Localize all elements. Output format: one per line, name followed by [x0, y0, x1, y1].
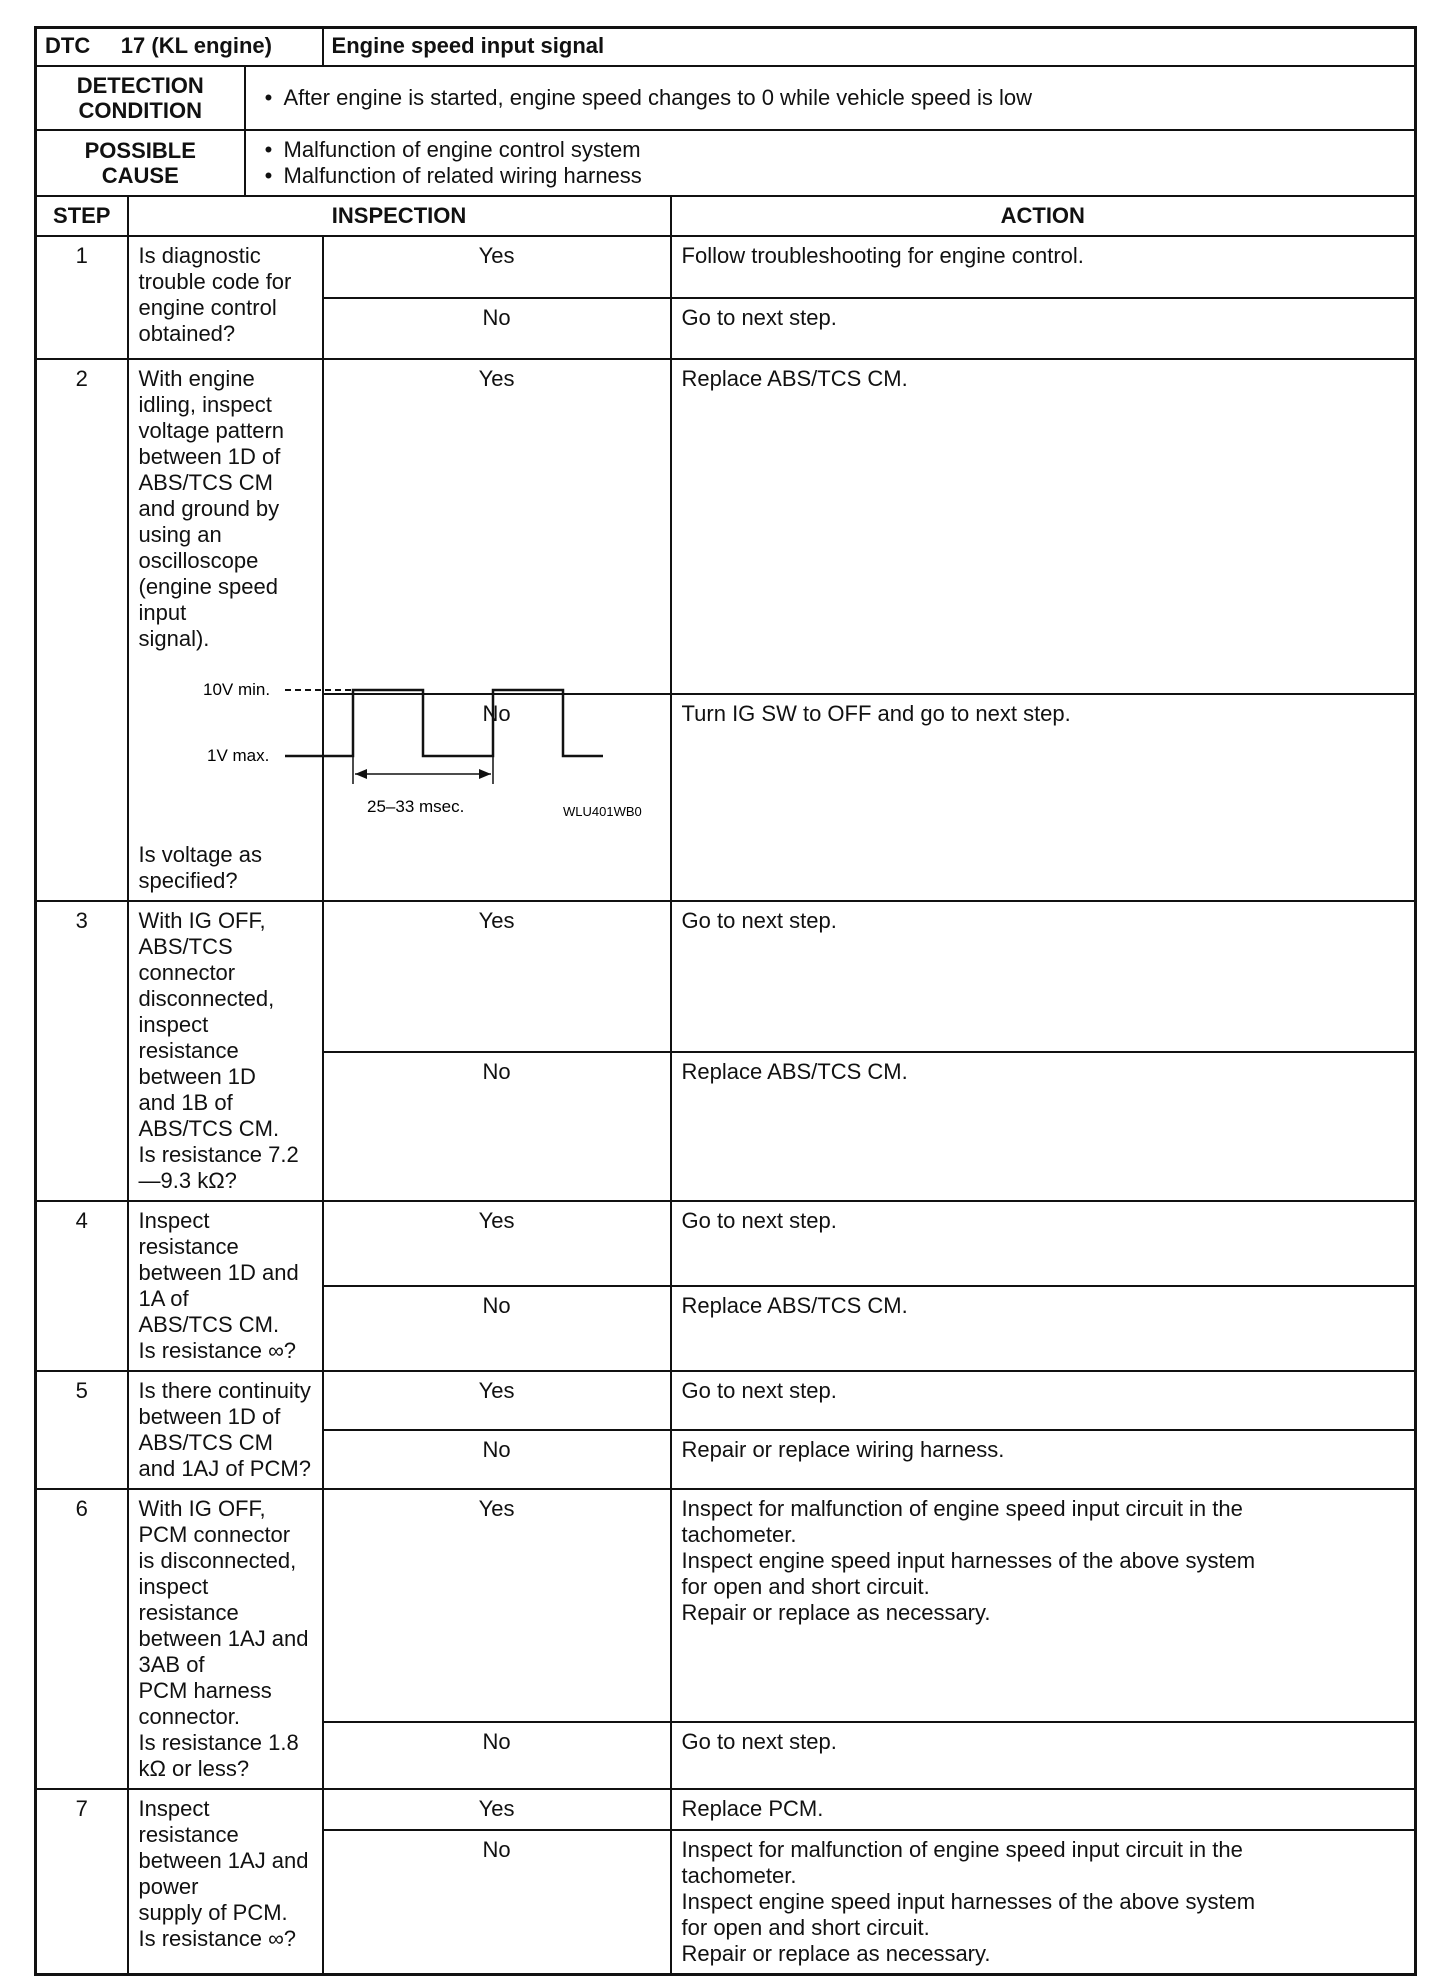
arrow-right-icon — [479, 769, 491, 779]
no-action — [671, 1430, 1416, 1488]
action-line: for open and short circuit. — [681, 1573, 930, 1599]
no-label: No — [323, 1722, 671, 1789]
step-number: 3 — [36, 901, 128, 1201]
yes-action — [671, 901, 1416, 1052]
dtc-label: DTC — [45, 33, 91, 58]
action-line: Repair or replace as necessary. — [681, 1940, 991, 1966]
possible-cause-bullet — [254, 163, 1407, 189]
possible-cause-row — [36, 130, 1416, 196]
yes-action — [671, 1489, 1416, 1722]
bullet-icon: • — [264, 84, 273, 110]
inspection-line: Is resistance 1.8 kΩ or less? — [138, 1729, 299, 1781]
detection-label-line2: CONDITION — [78, 97, 202, 123]
action-line: Go to next step. — [681, 304, 837, 330]
inspection-question: Is voltage as specified? — [138, 841, 263, 893]
inspection-line: obtained? — [138, 320, 236, 346]
action-line: Repair or replace wiring harness. — [681, 1437, 1005, 1463]
dtc-title: Engine speed input signal — [323, 28, 1416, 66]
no-label: No — [323, 1430, 671, 1488]
possible-cause-bullet-text: Malfunction of related wiring harness — [283, 162, 642, 188]
period-label: 25–33 msec. — [366, 796, 464, 816]
inspection-line: Inspect resistance between 1AJ and power — [138, 1795, 309, 1899]
step-row — [36, 1201, 1416, 1286]
high-voltage-label: 10V min. — [202, 679, 270, 699]
action-line: Follow troubleshooting for engine control. — [681, 242, 1084, 268]
step-inspection — [128, 1201, 323, 1371]
inspection-line: signal). — [138, 625, 210, 651]
square-wave-trace — [285, 690, 603, 756]
yes-action — [671, 236, 1416, 298]
possible-cause-bullet-text: Malfunction of engine control system — [283, 136, 641, 162]
step-row — [36, 1489, 1416, 1722]
step-row — [36, 359, 1416, 695]
action-line: Replace PCM. — [681, 1795, 824, 1821]
column-header-row — [36, 196, 1416, 236]
action-line: Inspect engine speed input harnesses of the above system — [681, 1888, 1256, 1914]
no-action — [671, 298, 1416, 359]
detection-bullet — [254, 85, 1407, 111]
inspection-line: using an oscilloscope (engine speed input — [138, 521, 278, 625]
detection-label-line1: DETECTION — [76, 72, 204, 98]
action-line: Inspect engine speed input harnesses of the above system — [681, 1547, 1256, 1573]
column-header-step: STEP — [36, 196, 128, 236]
action-line: for open and short circuit. — [681, 1914, 930, 1940]
bullet-icon: • — [264, 162, 273, 188]
step-number: 5 — [36, 1371, 128, 1489]
column-header-inspection: INSPECTION — [128, 196, 671, 236]
inspection-line: With IG OFF, PCM connector is disconnected, — [138, 1495, 297, 1573]
possible-cause-label — [36, 130, 245, 196]
bullet-icon: • — [264, 136, 273, 162]
dtc-header-row — [36, 28, 1416, 66]
possible-cause-text-cell — [245, 130, 1416, 196]
inspection-line: Is diagnostic trouble code for engine control — [138, 242, 292, 320]
action-line: Inspect for malfunction of engine speed input circuit in the — [681, 1495, 1243, 1521]
action-line: tachometer. — [681, 1862, 797, 1888]
step-inspection — [128, 901, 323, 1201]
possible-cause-label-line1: POSSIBLE — [84, 137, 196, 163]
step-number: 4 — [36, 1201, 128, 1371]
no-label: No — [323, 298, 671, 359]
inspection-line: With IG OFF, ABS/TCS connector — [138, 907, 266, 985]
inspection-line: and 1B of ABS/TCS CM. — [138, 1089, 280, 1141]
step-inspection — [128, 1371, 323, 1489]
yes-label: Yes — [323, 236, 671, 298]
action-line: Replace ABS/TCS CM. — [681, 365, 908, 391]
no-action — [671, 1830, 1416, 1975]
step-number: 2 — [36, 359, 128, 901]
detection-row — [36, 66, 1416, 130]
yes-label: Yes — [323, 1489, 671, 1722]
step-inspection — [128, 1789, 323, 1975]
inspection-line: inspect resistance between 1AJ and 3AB of — [138, 1573, 309, 1677]
action-line: Replace ABS/TCS CM. — [681, 1292, 908, 1318]
inspection-line: Is there continuity between 1D of ABS/TCS CM — [138, 1377, 311, 1455]
yes-action — [671, 1371, 1416, 1431]
action-line: Repair or replace as necessary. — [681, 1599, 991, 1625]
inspection-line: between 1D of ABS/TCS CM and ground by — [138, 443, 281, 521]
action-line: tachometer. — [681, 1521, 797, 1547]
step-inspection — [128, 236, 323, 359]
inspection-line: ABS/TCS CM. — [138, 1311, 280, 1337]
no-label: No — [323, 1830, 671, 1975]
yes-action — [671, 359, 1416, 695]
step-row — [36, 1371, 1416, 1431]
inspection-line: Is resistance ∞? — [138, 1925, 297, 1951]
action-line: Inspect for malfunction of engine speed input circuit in the — [681, 1836, 1243, 1862]
inspection-line: Is resistance ∞? — [138, 1337, 297, 1363]
step-number: 7 — [36, 1789, 128, 1975]
no-action — [671, 1286, 1416, 1371]
arrow-left-icon — [355, 769, 367, 779]
column-header-action: ACTION — [671, 196, 1416, 236]
no-label: No — [323, 694, 671, 900]
yes-label: Yes — [323, 901, 671, 1052]
action-line: Turn IG SW to OFF and go to next step. — [681, 701, 1071, 727]
step-row — [36, 236, 1416, 298]
no-action — [671, 1722, 1416, 1789]
yes-action — [671, 1201, 1416, 1286]
yes-label: Yes — [323, 359, 671, 695]
action-line: Replace ABS/TCS CM. — [681, 1058, 908, 1084]
action-line: Go to next step. — [681, 907, 837, 933]
action-line: Go to next step. — [681, 1207, 837, 1233]
detection-text-cell — [245, 66, 1416, 130]
yes-label: Yes — [323, 1789, 671, 1830]
dtc-sheet — [34, 26, 1414, 1976]
dtc-code-cell — [36, 28, 323, 66]
inspection-line: supply of PCM. — [138, 1899, 288, 1925]
no-label: No — [323, 1052, 671, 1201]
waveform-diagram — [139, 652, 669, 842]
possible-cause-label-line2: CAUSE — [101, 162, 179, 188]
step-inspection — [128, 1489, 323, 1789]
inspection-line: PCM harness connector. — [138, 1677, 272, 1729]
step-number: 1 — [36, 236, 128, 359]
dtc-code: 17 (KL engine) — [120, 33, 272, 58]
action-line: Go to next step. — [681, 1728, 837, 1754]
no-action — [671, 1052, 1416, 1201]
action-line: Go to next step. — [681, 1377, 837, 1403]
figure-code: WLU401WB0 — [562, 803, 642, 819]
inspection-line: With engine idling, inspect voltage pattern — [138, 365, 285, 443]
detection-label — [36, 66, 245, 130]
step-row — [36, 901, 1416, 1052]
step-number: 6 — [36, 1489, 128, 1789]
yes-label: Yes — [323, 1201, 671, 1286]
no-action — [671, 694, 1416, 900]
inspection-line: Inspect resistance between 1D and 1A of — [138, 1207, 299, 1311]
possible-cause-bullet — [254, 137, 1407, 163]
no-label: No — [323, 1286, 671, 1371]
dtc-table — [34, 26, 1417, 1976]
detection-bullet-text: After engine is started, engine speed changes to 0 while vehicle speed is low — [283, 84, 1032, 110]
yes-action — [671, 1789, 1416, 1830]
inspection-line: disconnected, inspect resistance between 1D — [138, 985, 275, 1089]
inspection-line: Is resistance 7.2—9.3 kΩ? — [138, 1141, 299, 1193]
yes-label: Yes — [323, 1371, 671, 1431]
step-row — [36, 1789, 1416, 1830]
inspection-line: and 1AJ of PCM? — [138, 1455, 311, 1481]
low-voltage-label: 1V max. — [206, 745, 269, 765]
